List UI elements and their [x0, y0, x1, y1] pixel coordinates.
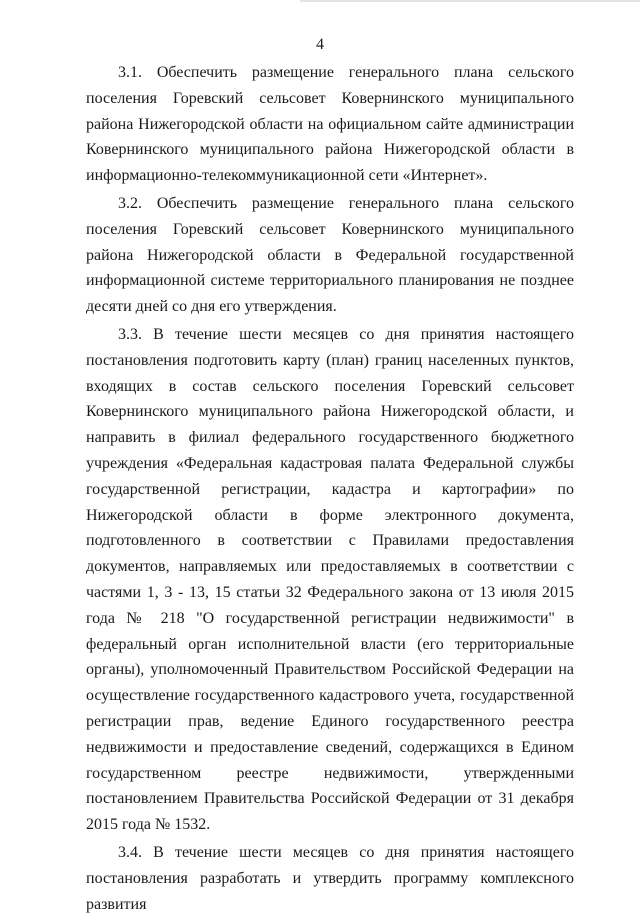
- page-number: 4: [316, 36, 324, 53]
- paragraph-3-2: 3.2. Обеспечить размещение генерального плана сельского поселения Горевский сельсовет Ковернинского муниципального района Нижегородской области в Федеральной государственной информационной системе территориального планирования не позднее десяти дней со дня его утверждения.: [86, 194, 574, 316]
- paragraph-3-4: 3.4. В течение шести месяцев со дня принятия настоящего постановления разработать и утвердить программу комплексного развития: [86, 843, 574, 913]
- scan-edge: [300, 0, 640, 2]
- document-body: [86, 60, 574, 917]
- paragraph-3-1: 3.1. Обеспечить размещение генерального плана сельского поселения Горевский сельсовет Ковернинского муниципального района Нижегородской области на официальном сайте администрации Ковернинского муниципального района Нижегородской области в информационно-телекоммуникационной сети «Интернет».: [86, 64, 574, 185]
- paragraph-3-3: 3.3. В течение шести месяцев со дня принятия настоящего постановления подготовить карту (план) границ населенных пунктов, входящих в состав сельского поселения Горевский сельсовет Ковернинского муниципального района Нижегородской области, и направить в филиал федерального государственного бюджетного учреждения «Федеральная кадастровая палата Федеральной службы государственной регистрации, кадастра и картографии» по Нижегородской области в форме электронного документа, подготовленного в соответствии с Правилами предоставления документов, направляемых или предоставляемых в соответствии с частями 1, 3 - 13, 15 статьи 32 Федерального закона от 13 июля 2015 года № 218 "О государственной регистрации недвижимости" в федеральный орган исполнительной власти (его территориальные органы), уполномоченный Правительством Российской Федерации на осуществление государственного кадастрового учета, государственной регистрации прав, ведение Единого государственного реестра недвижимости и предоставление сведений, содержащихся в Едином государственном реестре недвижимости, утвержденными постановлением Правительства Российской Федерации от 31 декабря 2015 года № 1532.: [86, 325, 574, 834]
